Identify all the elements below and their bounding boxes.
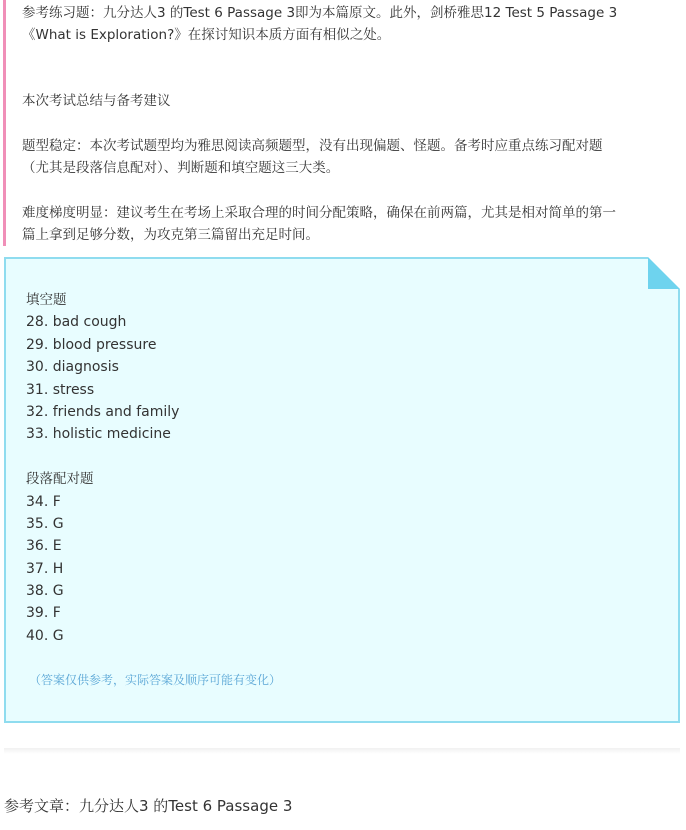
answer-item: 34. F	[26, 493, 61, 510]
practice-reference-line-2: 《What is Exploration?》在探讨知识本质方面有相似之处。	[22, 27, 391, 43]
answer-item: 40. G	[26, 627, 64, 644]
answer-item: 38. G	[26, 583, 64, 600]
answer-item: 36. E	[26, 538, 62, 555]
practice-reference-line-1: 参考练习题：九分达人3 的Test 6 Passage 3即为本篇原文。此外，剑桥雅思12 Test 5 Passage 3	[22, 5, 618, 21]
spacer	[26, 446, 179, 468]
blockquote-accent-bar	[3, 0, 6, 246]
tip-question-types-line-1: 题型稳定：本次考试题型均为雅思阅读高频题型，没有出现偏题、怪题。备考时应重点练习配对题	[22, 138, 603, 154]
answer-item: 33. holistic medicine	[26, 426, 171, 443]
answer-item: 28. bad cough	[26, 314, 127, 331]
tip-difficulty-line-1: 难度梯度明显：建议考生在考场上采取合理的时间分配策略，确保在前两篇，尤其是相对简单的第一	[22, 205, 616, 221]
answer-item: 32. friends and family	[26, 403, 180, 420]
section-divider	[4, 748, 680, 754]
answer-item: 29. blood pressure	[26, 336, 157, 353]
answer-list	[26, 289, 179, 647]
summary-title: 本次考试总结与备考建议	[22, 93, 171, 109]
fill-blank-heading: 填空题	[26, 292, 67, 308]
reference-article-label: 参考文章：九分达人3 的Test 6 Passage 3	[4, 797, 293, 815]
answer-item: 39. F	[26, 605, 61, 622]
folded-corner-icon	[648, 257, 680, 289]
paragraph-matching-heading: 段落配对题	[26, 471, 94, 488]
answer-item: 31. stress	[26, 381, 95, 398]
tip-question-types-line-2: （尤其是段落信息配对）、判断题和填空题这三大类。	[22, 160, 340, 176]
answer-key-box	[4, 257, 680, 723]
tip-difficulty-line-2: 篇上拿到足够分数，为攻克第三篇留出充足时间。	[22, 227, 319, 243]
answer-disclaimer-note: （答案仅供参考，实际答案及顺序可能有变化）	[29, 673, 282, 687]
summary-blockquote	[0, 0, 686, 246]
answer-item: 35. G	[26, 515, 64, 532]
answer-item: 37. H	[26, 560, 64, 577]
answer-item: 30. diagnosis	[26, 359, 119, 376]
